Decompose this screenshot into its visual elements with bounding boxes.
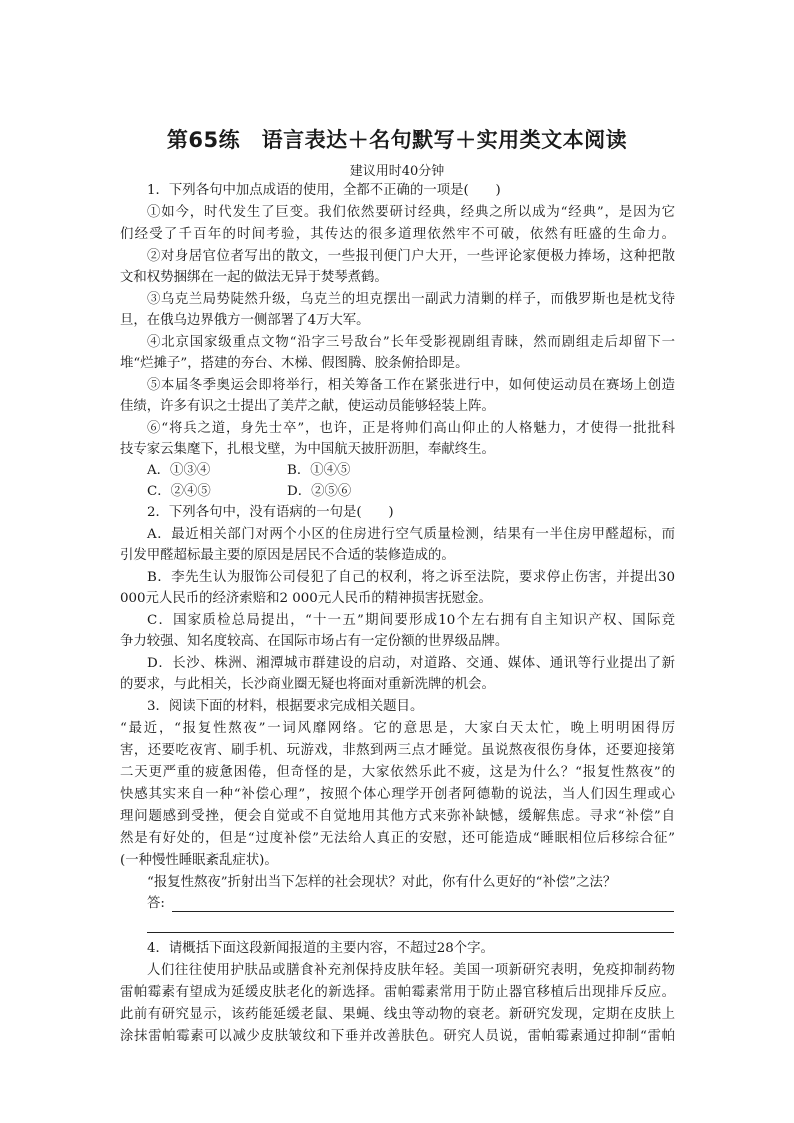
q3-stem: 3．阅读下面的材料，根据要求完成相关题目。 bbox=[147, 699, 424, 714]
q1-sentence-1-line-2: 们经受了千百年的时间考验，其传达的很多道理依然牢不可破，依然有旺盛的生命力。 bbox=[120, 227, 675, 242]
q4-passage-line-1: 人们往往使用护肤品或膳食补充剂保持皮肤年轻。美国一项新研究表明，免疫抑制药物 bbox=[147, 963, 675, 978]
q1-sentence-3-line-2: 旦，在俄乌边界俄方一侧部署了4万大军。 bbox=[120, 313, 370, 328]
q1-sentence-5-line-2: 佳绩，许多有识之士提出了美芹之献，使运动员能够轻装上阵。 bbox=[120, 399, 495, 414]
q1-sentence-2-line-2: 文和权势捆绑在一起的做法无异于焚琴煮鹤。 bbox=[120, 270, 388, 285]
q4-passage-line-4: 涂抹雷帕霉素可以减少皮肤皱纹和下垂并改善肤色。研究人员说，雷帕霉素通过抑制“雷帕 bbox=[120, 1029, 675, 1044]
q1-option-c: C．②④⑤ bbox=[147, 484, 211, 499]
q2-option-c-line-2: 争力较强、知名度较高、在国际市场占有一定份额的世界级品牌。 bbox=[120, 634, 509, 649]
q2-option-d-line-2: 的要求，与此相关，长沙商业圈无疑也将面对重新洗牌的机会。 bbox=[120, 677, 495, 692]
q1-stem: 1．下列各句中加点成语的使用，全都不正确的一项是( ) bbox=[147, 183, 501, 198]
q3-passage-line-7: (一种慢性睡眠紊乱症状)。 bbox=[120, 853, 278, 868]
q1-sentence-3-line-1: ③乌克兰局势陡然升级，乌克兰的坦克摆出一副武力清剿的样子，而俄罗斯也是枕戈待 bbox=[147, 292, 675, 307]
q1-sentence-6-line-2: 技专家云集麾下，扎根戈壁，为中国航天披肝沥胆，奉献终生。 bbox=[120, 442, 495, 457]
q2-option-b-line-2: 000元人民币的经济索赔和2 000元人民币的精神损害抚慰金。 bbox=[120, 591, 492, 606]
q3-passage-line-5: 理问题感到受挫，便会自觉或不自觉地用其他方式来弥补缺憾，缓解焦虑。寻求“补偿”自 bbox=[120, 809, 675, 824]
q3-passage-line-6: 然是有好处的，但是“过度补偿”无法给人真正的安慰，还可能造成“睡眠相位后移综合征” bbox=[120, 831, 675, 846]
time-note: 建议用时40分钟 bbox=[349, 164, 445, 179]
page-title: 第65练 语言表达＋名句默写＋实用类文本阅读 bbox=[166, 128, 628, 152]
q1-sentence-4-line-2: 堆“烂摊子”，搭建的夯台、木梯、假图腾、胶条俯拾即是。 bbox=[120, 356, 469, 371]
q3-passage-line-1: “最近，“报复性熬夜”一词风靡网络。它的意思是，大家白天太忙，晚上明明困得厉 bbox=[120, 721, 675, 736]
q2-option-d-line-1: D．长沙、株洲、湘潭城市群建设的启动，对道路、交通、媒体、通讯等行业提出了新 bbox=[147, 656, 675, 671]
q3-answer-line-2[interactable] bbox=[147, 932, 674, 933]
q3-question: “报复性熬夜”折射出当下怎样的社会现状？对此，你有什么更好的“补偿”之法？ bbox=[147, 875, 617, 890]
q1-sentence-6-line-1: ⑥“将兵之道，身先士卒”，也许，正是将帅们高山仰止的人格魅力，才使得一批批科 bbox=[147, 421, 675, 436]
q1-sentence-2-line-1: ②对身居官位者写出的散文，一些报刊便门户大开，一些评论家便极力捧场，这种把散 bbox=[147, 249, 675, 264]
q4-stem: 4．请概括下面这段新闻报道的主要内容，不超过28个字。 bbox=[147, 941, 494, 956]
q3-answer-line-1[interactable] bbox=[172, 911, 674, 912]
q3-passage-line-4: 快感其实来自一种“补偿心理”，按照个体心理学开创者阿德勒的说法，当人们因生理或心 bbox=[120, 787, 675, 802]
q3-passage-line-2: 害，还要吃夜宵、刷手机、玩游戏，非熬到两三点才睡觉。虽说熬夜很伤身体，还要迎接第 bbox=[120, 743, 675, 758]
q1-sentence-5-line-1: ⑤本届冬季奥运会即将举行，相关筹备工作在紧张进行中，如何使运动员在赛场上创造 bbox=[147, 378, 675, 393]
q2-option-c-line-1: C．国家质检总局提出，“十一五”期间要形成10个左右拥有自主知识产权、国际竞 bbox=[147, 613, 675, 628]
q1-sentence-4-line-1: ④北京国家级重点文物“沿字三号敌台”长年受影视剧组青睐，然而剧组走后却留下一 bbox=[147, 335, 675, 350]
q4-passage-line-3: 此前有研究显示，该药能延缓老鼠、果蝇、线虫等动物的衰老。新研究发现，定期在皮肤上 bbox=[120, 1007, 675, 1022]
q1-sentence-1-line-1: ①如今，时代发生了巨变。我们依然要研讨经典，经典之所以成为“经典”，是因为它 bbox=[147, 205, 675, 220]
q2-stem: 2．下列各句中，没有语病的一句是( ) bbox=[147, 505, 394, 520]
q3-answer-label: 答: bbox=[147, 896, 165, 911]
q1-option-b: B．①④⑤ bbox=[287, 463, 351, 478]
q1-option-a: A．①③④ bbox=[147, 463, 211, 478]
q4-passage-line-2: 雷帕霉素有望成为延缓皮肤老化的新选择。雷帕霉素常用于防止器官移植后出现排斥反应。 bbox=[120, 985, 675, 1000]
q1-option-d: D．②⑤⑥ bbox=[287, 484, 352, 499]
q3-passage-line-3: 二天更严重的疲惫困倦，但奇怪的是，大家依然乐此不疲，这是为什么？“报复性熬夜”的 bbox=[120, 765, 675, 780]
q2-option-a-line-2: 引发甲醛超标最主要的原因是居民不合适的装修造成的。 bbox=[120, 548, 455, 563]
q2-option-b-line-1: B．李先生认为服饰公司侵犯了自己的权利，将之诉至法院，要求停止伤害，并提出30 bbox=[147, 570, 675, 585]
q2-option-a-line-1: A．最近相关部门对两个小区的住房进行空气质量检测，结果有一半住房甲醛超标，而 bbox=[147, 527, 675, 542]
